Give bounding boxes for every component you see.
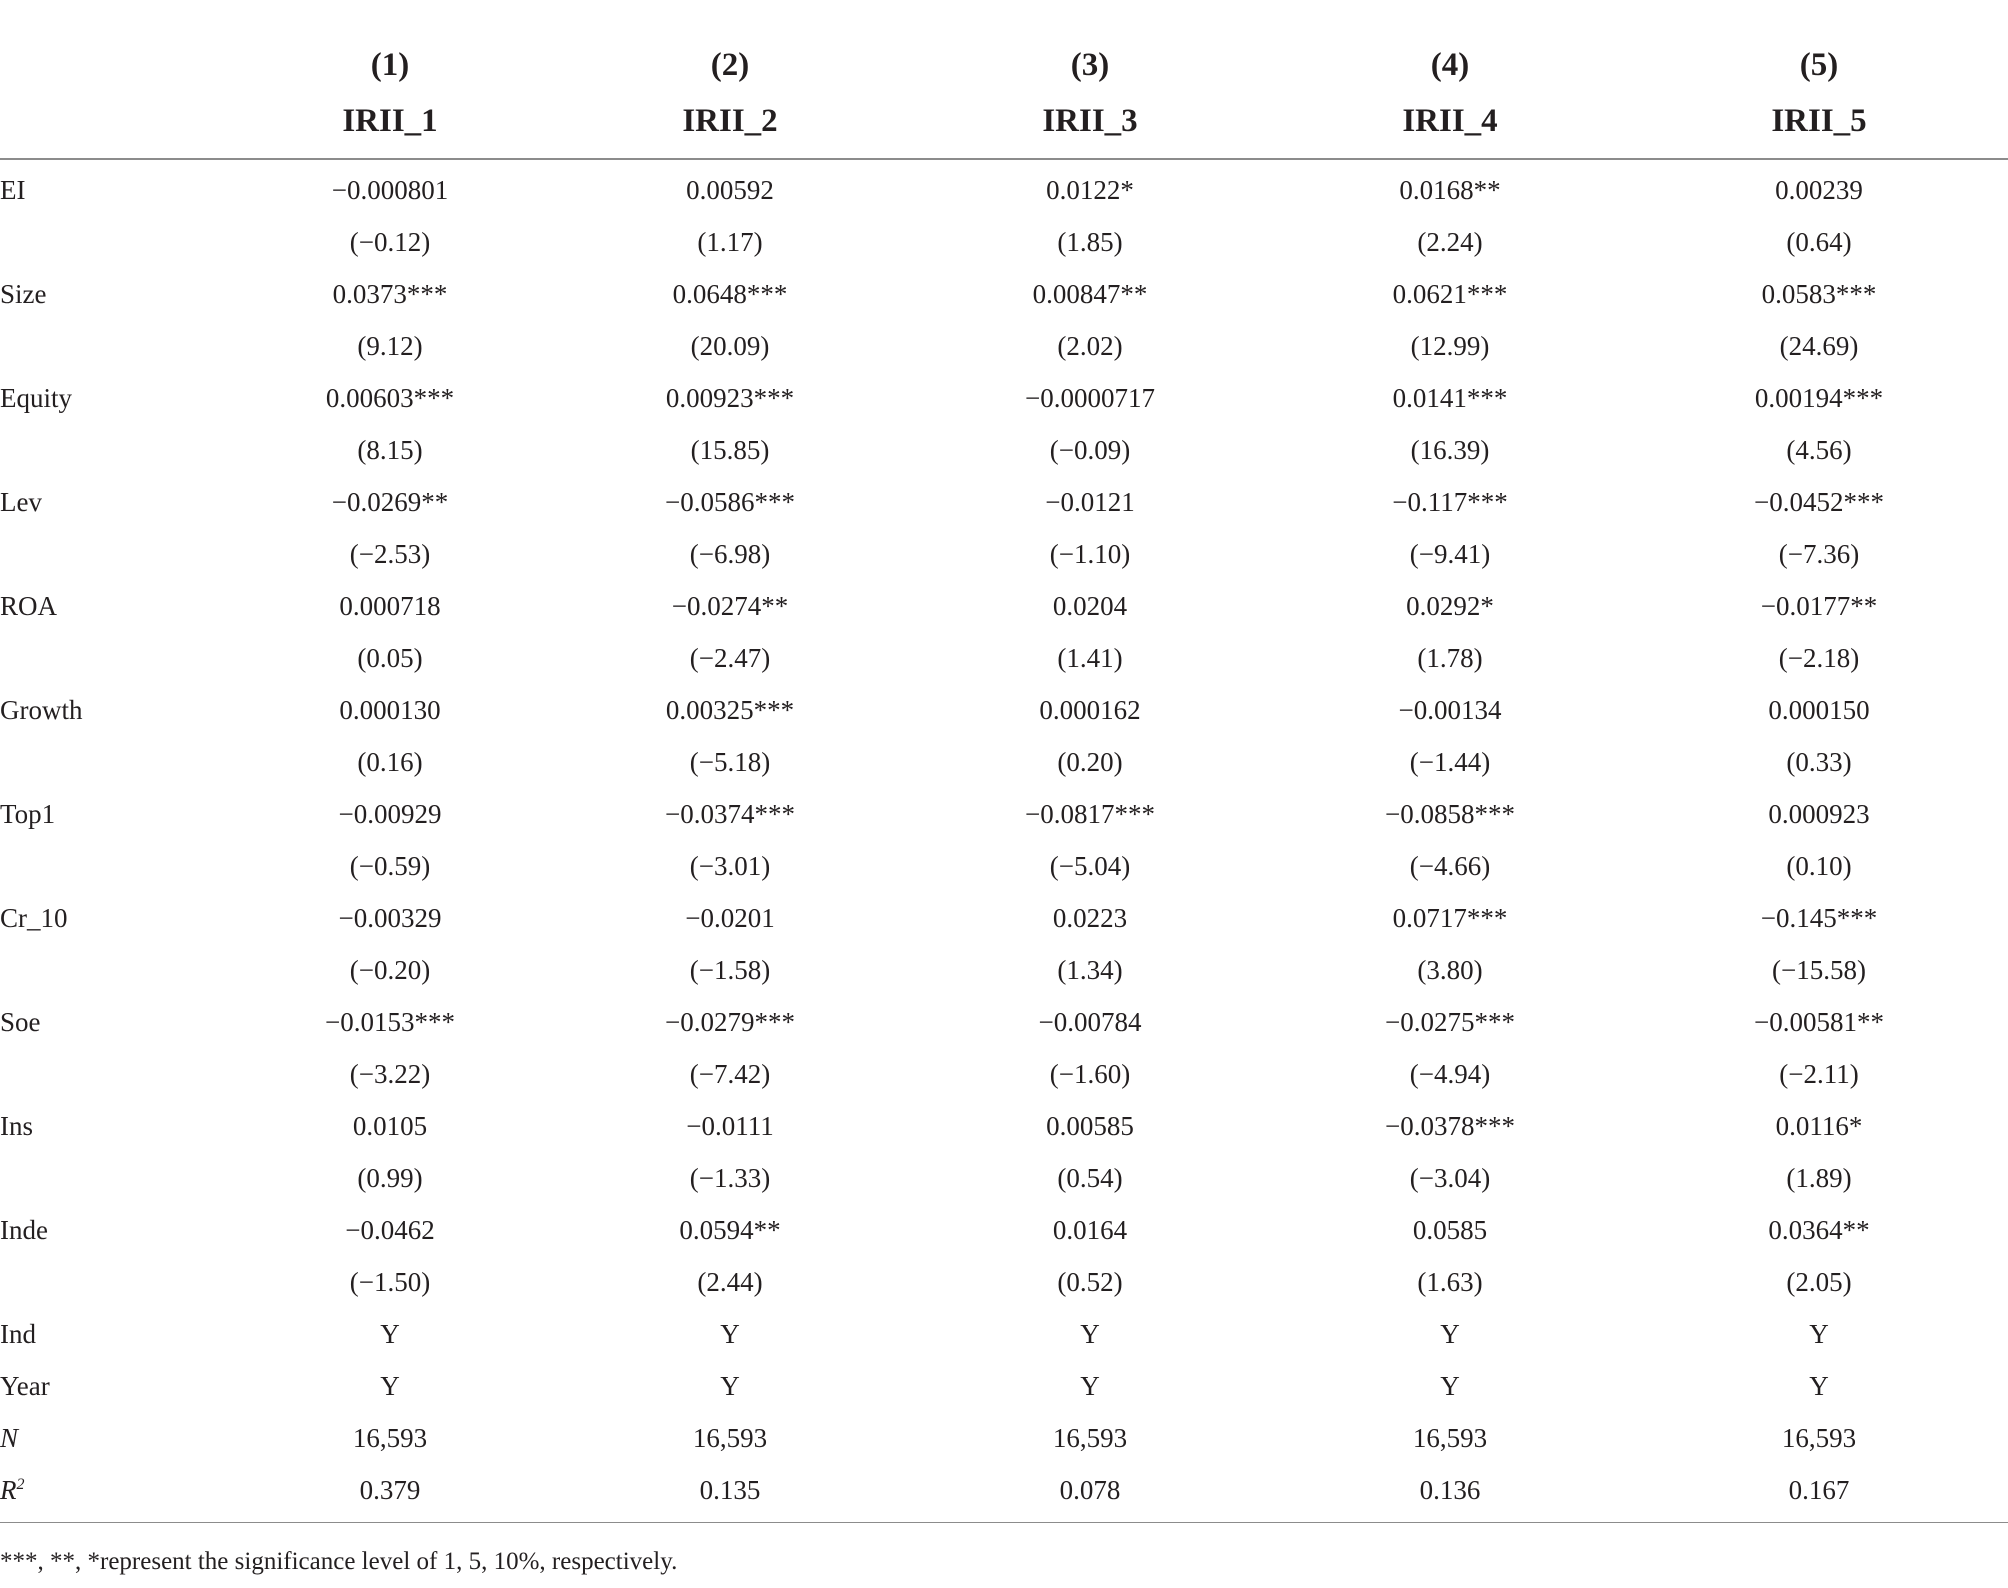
table-cell: (−7.36) — [1778, 538, 1860, 569]
table-row-t-stats — [0, 1048, 2008, 1100]
row-label-empty — [0, 840, 230, 892]
row-label: Ins — [0, 1110, 33, 1141]
table-cell: −0.0177** — [1760, 590, 1878, 621]
table-cell: −0.0274** — [671, 590, 789, 621]
row-label-empty — [0, 632, 230, 684]
table-cell: −0.0279*** — [665, 1006, 795, 1037]
table-cell: −0.00329 — [338, 902, 442, 933]
table-cell: (−2.18) — [1778, 642, 1860, 673]
table-cell: (−1.10) — [1049, 538, 1131, 569]
table-cell: −0.00784 — [1038, 1006, 1142, 1037]
table-cell: (1.17) — [697, 226, 763, 257]
table-cell: 0.00194*** — [1754, 382, 1884, 413]
table-cell: (0.99) — [357, 1162, 423, 1193]
table-cell: 0.0116* — [1775, 1110, 1863, 1141]
table-row-t-stats — [0, 1152, 2008, 1204]
row-label: Cr_10 — [0, 902, 68, 933]
table-cell: −0.0121 — [1045, 486, 1135, 517]
table-cell: (−1.33) — [689, 1162, 771, 1193]
table-cell: Y — [1809, 1370, 1829, 1401]
table-cell: (0.52) — [1057, 1266, 1123, 1297]
table-cell: 0.00923*** — [665, 382, 795, 413]
table-cell: −0.0275*** — [1385, 1006, 1515, 1037]
row-label: Lev — [0, 486, 42, 517]
table-cell: 0.0717*** — [1392, 902, 1508, 933]
r-squared-symbol: R — [0, 1474, 17, 1505]
row-label: Ind — [0, 1318, 36, 1349]
table-cell: (−4.66) — [1409, 850, 1491, 881]
table-cell: Y — [1440, 1370, 1460, 1401]
table-cell: 0.078 — [1059, 1474, 1121, 1505]
table-cell: 0.0164 — [1052, 1214, 1128, 1245]
table-cell: −0.00134 — [1398, 694, 1502, 725]
table-cell: (−0.20) — [349, 954, 431, 985]
table-cell: (−1.50) — [349, 1266, 431, 1297]
table-cell: (20.09) — [690, 330, 770, 361]
column-number: (5) — [1799, 47, 1839, 83]
table-cell: 0.167 — [1788, 1474, 1850, 1505]
table-cell: −0.0153*** — [325, 1006, 455, 1037]
table-cell: 0.0648*** — [672, 278, 788, 309]
header-corner — [0, 0, 230, 84]
table-cell: 0.00325*** — [665, 694, 795, 725]
table-cell: (1.78) — [1417, 642, 1483, 673]
table-row-year-fixed-effect — [0, 1360, 2008, 1412]
table-row-coefficients — [0, 788, 2008, 840]
table-row-t-stats — [0, 424, 2008, 476]
table-cell: (−6.98) — [689, 538, 771, 569]
table-cell: (2.05) — [1786, 1266, 1852, 1297]
column-number: (4) — [1430, 47, 1470, 83]
table-row-t-stats — [0, 216, 2008, 268]
table-cell: (−2.53) — [349, 538, 431, 569]
table-cell: (8.15) — [357, 434, 423, 465]
table-cell: 0.0168** — [1399, 174, 1501, 205]
table-row-coefficients — [0, 684, 2008, 736]
table-footnote: ***, **, *represent the significance level of 1, 5, 10%, respectively. — [0, 1548, 678, 1575]
header-row-model-numbers — [0, 0, 2008, 84]
table-cell: (0.16) — [357, 746, 423, 777]
table-cell: 0.0223 — [1052, 902, 1128, 933]
table-cell: (0.20) — [1057, 746, 1123, 777]
row-label: Size — [0, 278, 47, 309]
table-cell: 0.0373*** — [332, 278, 448, 309]
table-cell: (−1.60) — [1049, 1058, 1131, 1089]
table-cell: 0.0585 — [1412, 1214, 1488, 1245]
table-cell: 0.0141*** — [1392, 382, 1508, 413]
header-corner — [0, 84, 230, 159]
table-row-ind-fixed-effect — [0, 1308, 2008, 1360]
table-cell: −0.0462 — [345, 1214, 435, 1245]
table-cell: 0.000162 — [1039, 694, 1141, 725]
table-cell: (24.69) — [1779, 330, 1859, 361]
table-cell: (−4.94) — [1409, 1058, 1491, 1089]
table-cell: −0.0374*** — [665, 798, 795, 829]
table-cell: Y — [1440, 1318, 1460, 1349]
table-row-coefficients — [0, 159, 2008, 216]
table-cell: (3.80) — [1417, 954, 1483, 985]
table-cell: 16,593 — [352, 1422, 428, 1453]
row-label: N — [0, 1422, 19, 1453]
table-cell: (−15.58) — [1772, 954, 1866, 985]
row-label: Year — [0, 1370, 50, 1401]
table-cell: Y — [720, 1370, 740, 1401]
table-cell: −0.0586*** — [665, 486, 795, 517]
table-cell: 0.0621*** — [1392, 278, 1508, 309]
table-cell: 0.00603*** — [325, 382, 455, 413]
table-cell: −0.0269** — [331, 486, 449, 517]
row-label-r-squared — [0, 1464, 230, 1523]
table-cell: 0.0364** — [1768, 1214, 1870, 1245]
table-cell: (1.85) — [1057, 226, 1123, 257]
table-cell: (2.02) — [1057, 330, 1123, 361]
row-label-empty — [0, 424, 230, 476]
table-row-coefficients — [0, 268, 2008, 320]
table-cell: (−0.12) — [349, 226, 431, 257]
row-label: ROA — [0, 590, 58, 621]
table-cell: −0.0201 — [685, 902, 775, 933]
table-row-t-stats — [0, 528, 2008, 580]
table-cell: (9.12) — [357, 330, 423, 361]
table-row-t-stats — [0, 736, 2008, 788]
table-cell: −0.0817*** — [1025, 798, 1155, 829]
table-cell: 0.00239 — [1775, 174, 1863, 205]
row-label-empty — [0, 320, 230, 372]
column-header: IRII_5 — [1771, 102, 1867, 139]
table-cell: (−3.01) — [689, 850, 771, 881]
table-cell: 0.135 — [699, 1474, 761, 1505]
table-cell: 16,593 — [692, 1422, 768, 1453]
table-cell: (2.24) — [1417, 226, 1483, 257]
r-squared-superscript: 2 — [16, 1475, 25, 1493]
table-cell: (0.10) — [1786, 850, 1852, 881]
table-cell: (−1.44) — [1409, 746, 1491, 777]
table-cell: (−3.04) — [1409, 1162, 1491, 1193]
table-row-t-stats — [0, 944, 2008, 996]
table-row-coefficients — [0, 1204, 2008, 1256]
table-row-coefficients — [0, 476, 2008, 528]
row-label-empty — [0, 216, 230, 268]
table-row-t-stats — [0, 320, 2008, 372]
column-number: (2) — [710, 47, 750, 83]
table-row-observations — [0, 1412, 2008, 1464]
table-cell: −0.0111 — [686, 1110, 774, 1141]
table-cell: 16,593 — [1412, 1422, 1488, 1453]
table-row-r-squared — [0, 1464, 2008, 1523]
table-cell: 0.0583*** — [1761, 278, 1877, 309]
table-body — [0, 159, 2008, 1523]
table-cell: −0.00581** — [1754, 1006, 1884, 1037]
row-label-empty — [0, 1048, 230, 1100]
table-cell: 0.00847** — [1032, 278, 1148, 309]
table-cell: (0.54) — [1057, 1162, 1123, 1193]
table-cell: (1.41) — [1057, 642, 1123, 673]
table-cell: −0.00929 — [338, 798, 442, 829]
table-cell: Y — [380, 1318, 400, 1349]
table-row-t-stats — [0, 1256, 2008, 1308]
table-cell: Y — [720, 1318, 740, 1349]
row-label-empty — [0, 528, 230, 580]
row-label: Equity — [0, 382, 72, 413]
table-row-coefficients — [0, 892, 2008, 944]
table-cell: 0.00592 — [686, 174, 774, 205]
table-cell: (0.33) — [1786, 746, 1852, 777]
table-cell: 0.000923 — [1768, 798, 1870, 829]
table-cell: Y — [1809, 1318, 1829, 1349]
column-header: IRII_4 — [1402, 102, 1498, 139]
table-cell: −0.0000717 — [1025, 382, 1155, 413]
table-row-t-stats — [0, 840, 2008, 892]
table-cell: (0.64) — [1786, 226, 1852, 257]
table-cell: (−7.42) — [689, 1058, 771, 1089]
table-cell: 0.00585 — [1046, 1110, 1134, 1141]
table-cell: (15.85) — [690, 434, 770, 465]
table-cell: −0.145*** — [1760, 902, 1878, 933]
table-row-t-stats — [0, 632, 2008, 684]
row-label: Inde — [0, 1214, 48, 1245]
table-cell: 0.000130 — [339, 694, 441, 725]
table-row-coefficients — [0, 580, 2008, 632]
row-label: Top1 — [0, 798, 56, 829]
table-cell: −0.0452*** — [1754, 486, 1884, 517]
table-row-coefficients — [0, 1100, 2008, 1152]
header-row-dependent-variables — [0, 84, 2008, 159]
table-cell: (1.34) — [1057, 954, 1123, 985]
table-cell: 16,593 — [1052, 1422, 1128, 1453]
column-header: IRII_2 — [682, 102, 778, 139]
row-label-empty — [0, 1256, 230, 1308]
table-cell: (1.89) — [1786, 1162, 1852, 1193]
row-label: Soe — [0, 1006, 41, 1037]
column-header: IRII_3 — [1042, 102, 1138, 139]
table-cell: 0.0105 — [352, 1110, 428, 1141]
row-label-empty — [0, 736, 230, 788]
table-cell: Y — [1080, 1318, 1100, 1349]
table-cell: (−3.22) — [349, 1058, 431, 1089]
table-cell: 0.0122* — [1046, 174, 1134, 205]
row-label-empty — [0, 1152, 230, 1204]
table-cell: (0.05) — [357, 642, 423, 673]
table-cell: Y — [1080, 1370, 1100, 1401]
table-cell: −0.0378*** — [1385, 1110, 1515, 1141]
table-cell: (−0.09) — [1049, 434, 1131, 465]
table-cell: (−1.58) — [689, 954, 771, 985]
table-cell: 0.136 — [1419, 1474, 1481, 1505]
column-number: (1) — [370, 47, 410, 83]
table-cell: Y — [380, 1370, 400, 1401]
table-cell: −0.117*** — [1392, 486, 1508, 517]
column-number: (3) — [1070, 47, 1110, 83]
row-label: EI — [0, 174, 26, 205]
table-cell: 0.379 — [359, 1474, 421, 1505]
table-cell: (−2.11) — [1779, 1058, 1859, 1089]
table-row-coefficients — [0, 372, 2008, 424]
table-cell: (4.56) — [1786, 434, 1852, 465]
row-label: Growth — [0, 694, 83, 725]
table-cell: −0.0858*** — [1385, 798, 1515, 829]
table-cell: (−5.18) — [689, 746, 771, 777]
table-cell: 16,593 — [1781, 1422, 1857, 1453]
table-cell: −0.000801 — [331, 174, 449, 205]
table-cell: (2.44) — [697, 1266, 763, 1297]
table-cell: (16.39) — [1410, 434, 1490, 465]
table-cell: 0.0594** — [679, 1214, 781, 1245]
table-cell: (1.63) — [1417, 1266, 1483, 1297]
table-cell: 0.0292* — [1406, 590, 1494, 621]
row-label-empty — [0, 944, 230, 996]
table-cell: (−2.47) — [689, 642, 771, 673]
table-cell: 0.000150 — [1768, 694, 1870, 725]
table-cell: (−9.41) — [1409, 538, 1491, 569]
table-cell: (−0.59) — [349, 850, 431, 881]
table-cell: (12.99) — [1410, 330, 1490, 361]
table-cell: (−5.04) — [1049, 850, 1131, 881]
table-cell: 0.0204 — [1052, 590, 1128, 621]
table-cell: 0.000718 — [339, 590, 441, 621]
column-header: IRII_1 — [342, 102, 438, 139]
table-row-coefficients — [0, 996, 2008, 1048]
